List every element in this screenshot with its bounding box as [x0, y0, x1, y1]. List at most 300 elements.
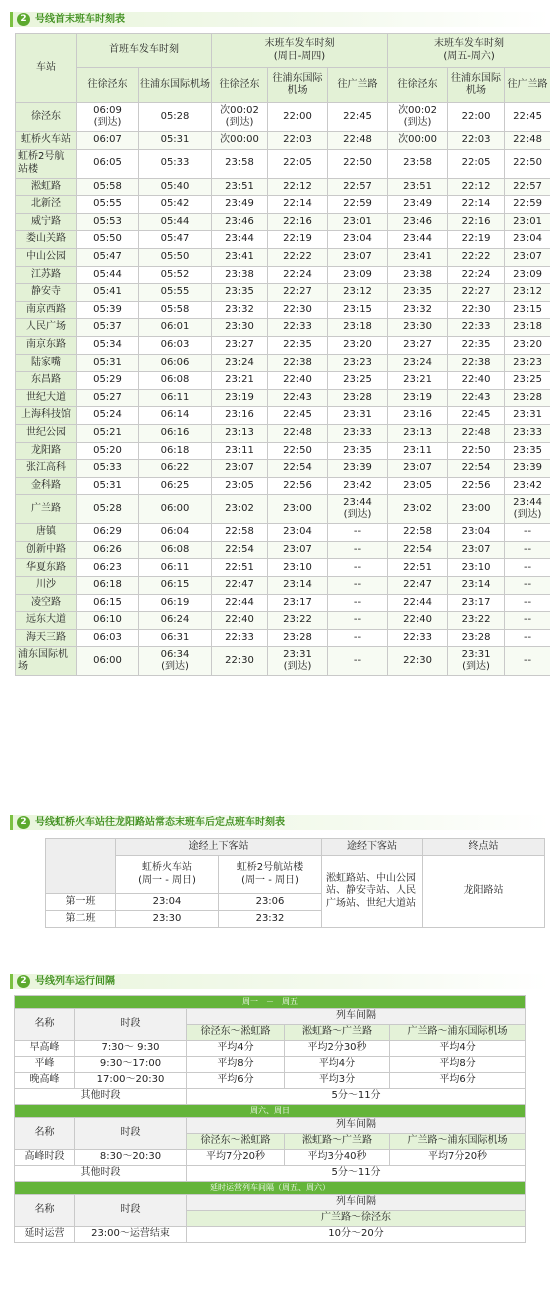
other-period-value: 5分～11分	[187, 1166, 526, 1182]
last-sunthu-to-guanglanlu: --	[328, 577, 388, 595]
run-time: 23:04	[116, 894, 219, 911]
station-name: 陆家嘴	[16, 354, 77, 372]
first-to-xujingdong: 06:03	[77, 629, 139, 647]
period-time: 23:00～运营结束	[75, 1227, 187, 1243]
last-frisat-to-xujingdong: 22:47	[388, 577, 448, 595]
station-row	[16, 594, 550, 612]
last-sunthu-to-guanglanlu: --	[328, 559, 388, 577]
station-name: 东昌路	[16, 372, 77, 390]
last-sunthu-to-pudong-airport: 23:14	[268, 577, 328, 595]
last-sunthu-to-pudong-airport: 23:22	[268, 612, 328, 630]
first-to-pudong-airport: 05:47	[139, 231, 212, 249]
last-frisat-to-guanglanlu: --	[505, 559, 550, 577]
last-sunthu-to-xujingdong: 23:30	[212, 319, 268, 337]
last-sunthu-to-guanglanlu: 23:04	[328, 231, 388, 249]
last-sunthu-to-xujingdong: 23:16	[212, 407, 268, 425]
station-name: 徐泾东	[16, 103, 77, 132]
alighting-stations-header: 途经下客站	[322, 839, 423, 856]
first-to-pudong-airport: 06:00	[139, 495, 212, 524]
last-frisat-to-pudong-airport: 22:48	[448, 424, 505, 442]
station-row	[16, 389, 550, 407]
last-sunthu-to-xujingdong: 23:49	[212, 196, 268, 214]
last-sunthu-to-xujingdong: 23:21	[212, 372, 268, 390]
station-row	[16, 407, 550, 425]
interval-header: 列车间隔	[187, 1195, 526, 1211]
last-sunthu-to-guanglanlu: 23:09	[328, 266, 388, 284]
section-header	[10, 974, 550, 989]
name-header: 名称	[15, 1195, 75, 1227]
last-sunthu-to-xujingdong: 23:51	[212, 178, 268, 196]
first-to-xujingdong: 06:29	[77, 524, 139, 542]
last-sunthu-to-xujingdong: 23:35	[212, 284, 268, 302]
last-frisat-to-guanglanlu: --	[505, 647, 550, 676]
station-row	[16, 354, 550, 372]
station-name: 广兰路	[16, 495, 77, 524]
last-sunthu-to-guanglanlu: 22:50	[328, 149, 388, 178]
station-row	[16, 559, 550, 577]
alighting-stations-list: 淞虹路站、中山公园站、静安寺站、人民广场站、世纪大道站	[322, 856, 423, 928]
interval-value: 10分～20分	[187, 1227, 526, 1243]
last-frisat-to-xujingdong: 22:40	[388, 612, 448, 630]
first-to-xujingdong: 06:00	[77, 647, 139, 676]
last-sunthu-to-guanglanlu: --	[328, 541, 388, 559]
last-frisat-to-guanglanlu: 23:31	[505, 407, 550, 425]
station-name: 虹桥2号航站楼	[16, 149, 77, 178]
last-sunthu-to-pudong-airport: 22:45	[268, 407, 328, 425]
interval-value: 平均3分40秒	[285, 1150, 390, 1166]
last-frisat-to-xujingdong: 次00:00	[388, 132, 448, 150]
first-to-xujingdong: 05:44	[77, 266, 139, 284]
last-sunthu-to-guanglanlu: 22:57	[328, 178, 388, 196]
last-sunthu-to-guanglanlu: --	[328, 612, 388, 630]
station-name: 威宁路	[16, 213, 77, 231]
last-sunthu-to-xujingdong: 23:13	[212, 424, 268, 442]
last-frisat-to-pudong-airport: 23:28	[448, 629, 505, 647]
last-sunthu-to-xujingdong: 23:46	[212, 213, 268, 231]
first-to-xujingdong: 06:26	[77, 541, 139, 559]
first-to-pudong-airport: 06:15	[139, 577, 212, 595]
last-sunthu-to-pudong-airport: 23:10	[268, 559, 328, 577]
weekday-group-header: 周一 － 周五	[15, 996, 526, 1009]
interval-value: 平均4分	[390, 1041, 526, 1057]
last-frisat-to-xujingdong: 22:44	[388, 594, 448, 612]
first-to-pudong-airport: 06:08	[139, 541, 212, 559]
shuttle-bus-table	[45, 838, 545, 928]
station-name: 北新泾	[16, 196, 77, 214]
last-frisat-to-guanglanlu: 23:09	[505, 266, 550, 284]
last-train-sun-thu-header: 末班车发车时刻 (周日-周四)	[212, 34, 388, 68]
last-frisat-to-xujingdong: 22:33	[388, 629, 448, 647]
first-to-pudong-airport: 05:33	[139, 149, 212, 178]
station-row	[16, 372, 550, 390]
station-row	[16, 629, 550, 647]
station-row	[16, 301, 550, 319]
station-name: 海天三路	[16, 629, 77, 647]
last-frisat-to-pudong-airport: 22:30	[448, 301, 505, 319]
period-header: 时段	[75, 1195, 187, 1227]
last-frisat-to-xujingdong: 23:30	[388, 319, 448, 337]
first-to-pudong-airport: 05:28	[139, 103, 212, 132]
first-to-xujingdong: 05:33	[77, 460, 139, 478]
last-frisat-to-pudong-airport: 22:24	[448, 266, 505, 284]
last-sunthu-to-pudong-airport: 22:19	[268, 231, 328, 249]
last-frisat-to-xujingdong: 23:58	[388, 149, 448, 178]
dir-guanglanlu-header: 往广兰路	[328, 68, 388, 103]
last-sunthu-to-xujingdong: 22:44	[212, 594, 268, 612]
last-sunthu-to-guanglanlu: 22:48	[328, 132, 388, 150]
last-sunthu-to-xujingdong: 22:33	[212, 629, 268, 647]
last-sunthu-to-xujingdong: 22:40	[212, 612, 268, 630]
interval-value: 平均7分20秒	[187, 1150, 285, 1166]
first-to-xujingdong: 06:23	[77, 559, 139, 577]
first-to-pudong-airport: 06:18	[139, 442, 212, 460]
last-frisat-to-guanglanlu: 22:50	[505, 149, 550, 178]
first-to-pudong-airport: 06:16	[139, 424, 212, 442]
section-title: 号线首末班车时刻表	[35, 14, 125, 25]
station-name: 上海科技馆	[16, 407, 77, 425]
last-sunthu-to-guanglanlu: 23:20	[328, 336, 388, 354]
last-sunthu-to-pudong-airport: 23:07	[268, 541, 328, 559]
weekend-group-header: 周六、周日	[15, 1105, 526, 1118]
last-sunthu-to-guanglanlu: 23:31	[328, 407, 388, 425]
last-frisat-to-guanglanlu: 23:15	[505, 301, 550, 319]
last-sunthu-to-xujingdong: 22:58	[212, 524, 268, 542]
name-header: 名称	[15, 1118, 75, 1150]
last-sunthu-to-guanglanlu: 23:33	[328, 424, 388, 442]
last-frisat-to-xujingdong: 23:41	[388, 248, 448, 266]
last-sunthu-to-guanglanlu: --	[328, 594, 388, 612]
segment-header: 徐泾东～淞虹路	[187, 1134, 285, 1150]
segment-header: 淞虹路～广兰路	[285, 1134, 390, 1150]
last-sunthu-to-pudong-airport: 22:43	[268, 389, 328, 407]
last-frisat-to-pudong-airport: 23:00	[448, 495, 505, 524]
station-name: 人民广场	[16, 319, 77, 337]
station-name: 浦东国际机场	[16, 647, 77, 676]
last-sunthu-to-xujingdong: 23:41	[212, 248, 268, 266]
last-frisat-to-pudong-airport: 23:22	[448, 612, 505, 630]
last-sunthu-to-pudong-airport: 22:54	[268, 460, 328, 478]
first-to-xujingdong: 05:50	[77, 231, 139, 249]
last-frisat-to-guanglanlu: 22:59	[505, 196, 550, 214]
last-frisat-to-guanglanlu: --	[505, 594, 550, 612]
first-to-pudong-airport: 06:31	[139, 629, 212, 647]
station-row	[16, 213, 550, 231]
headway-section	[0, 965, 550, 1289]
last-frisat-to-xujingdong: 22:58	[388, 524, 448, 542]
station-row	[16, 424, 550, 442]
first-to-xujingdong: 06:18	[77, 577, 139, 595]
first-to-pudong-airport: 06:19	[139, 594, 212, 612]
station-row	[16, 284, 550, 302]
first-to-pudong-airport: 05:58	[139, 301, 212, 319]
first-to-pudong-airport: 05:42	[139, 196, 212, 214]
last-frisat-to-guanglanlu: 23:35	[505, 442, 550, 460]
section-title: 号线虹桥火车站往龙阳路站常态末班车后定点班车时刻表	[35, 817, 285, 828]
last-sunthu-to-pudong-airport: 22:00	[268, 103, 328, 132]
first-to-xujingdong: 06:09 (到达)	[77, 103, 139, 132]
last-frisat-to-pudong-airport: 23:04	[448, 524, 505, 542]
interval-value: 平均4分	[285, 1057, 390, 1073]
last-sunthu-to-xujingdong: 22:51	[212, 559, 268, 577]
last-sunthu-to-xujingdong: 次00:02 (到达)	[212, 103, 268, 132]
station-name: 静安寺	[16, 284, 77, 302]
last-frisat-to-xujingdong: 23:05	[388, 477, 448, 495]
station-row	[16, 442, 550, 460]
last-frisat-to-pudong-airport: 22:27	[448, 284, 505, 302]
station-name: 唐镇	[16, 524, 77, 542]
last-frisat-to-xujingdong: 23:24	[388, 354, 448, 372]
section-header	[10, 12, 550, 27]
station-row	[16, 336, 550, 354]
first-to-xujingdong: 05:53	[77, 213, 139, 231]
station-row	[16, 319, 550, 337]
first-to-xujingdong: 05:21	[77, 424, 139, 442]
first-to-pudong-airport: 06:04	[139, 524, 212, 542]
last-frisat-to-pudong-airport: 23:31 (到达)	[448, 647, 505, 676]
last-frisat-to-pudong-airport: 22:33	[448, 319, 505, 337]
first-to-xujingdong: 05:39	[77, 301, 139, 319]
last-sunthu-to-pudong-airport: 22:14	[268, 196, 328, 214]
last-sunthu-to-guanglanlu: 23:44 (到达)	[328, 495, 388, 524]
first-to-pudong-airport: 06:01	[139, 319, 212, 337]
first-to-pudong-airport: 06:22	[139, 460, 212, 478]
station-name: 娄山关路	[16, 231, 77, 249]
segment-header: 徐泾东～淞虹路	[187, 1025, 285, 1041]
last-sunthu-to-pudong-airport: 22:56	[268, 477, 328, 495]
segment-header: 广兰路～浦东国际机场	[390, 1134, 526, 1150]
last-frisat-to-pudong-airport: 22:54	[448, 460, 505, 478]
last-sunthu-to-xujingdong: 23:02	[212, 495, 268, 524]
period-time: 9:30～17:00	[75, 1057, 187, 1073]
station-name: 中山公园	[16, 248, 77, 266]
last-frisat-to-guanglanlu: 23:20	[505, 336, 550, 354]
station-name: 世纪公园	[16, 424, 77, 442]
last-sunthu-to-guanglanlu: 23:25	[328, 372, 388, 390]
line-number-badge: 2	[17, 816, 30, 829]
last-sunthu-to-guanglanlu: 23:39	[328, 460, 388, 478]
first-to-xujingdong: 06:15	[77, 594, 139, 612]
interval-value: 平均6分	[187, 1073, 285, 1089]
station-row	[16, 196, 550, 214]
last-sunthu-to-pudong-airport: 22:12	[268, 178, 328, 196]
last-frisat-to-guanglanlu: 23:04	[505, 231, 550, 249]
last-frisat-to-xujingdong: 22:51	[388, 559, 448, 577]
first-to-pudong-airport: 06:11	[139, 559, 212, 577]
last-frisat-to-guanglanlu: 22:45	[505, 103, 550, 132]
last-sunthu-to-guanglanlu: 23:12	[328, 284, 388, 302]
last-sunthu-to-guanglanlu: 23:15	[328, 301, 388, 319]
dir-pudong-airport-header: 往浦东国际机场	[268, 68, 328, 103]
line-number-badge: 2	[17, 975, 30, 988]
station-row	[16, 149, 550, 178]
station-row	[16, 231, 550, 249]
period-time: 7:30～ 9:30	[75, 1041, 187, 1057]
station-row	[16, 266, 550, 284]
station-name: 创新中路	[16, 541, 77, 559]
last-sunthu-to-xujingdong: 23:27	[212, 336, 268, 354]
section-title: 号线列车运行间隔	[35, 976, 115, 987]
station-header: 车站	[16, 34, 77, 103]
dir-xujingdong-header: 往徐泾东	[388, 68, 448, 103]
station-name: 远东大道	[16, 612, 77, 630]
last-sunthu-to-xujingdong: 23:19	[212, 389, 268, 407]
last-sunthu-to-guanglanlu: 23:23	[328, 354, 388, 372]
last-frisat-to-xujingdong: 23:49	[388, 196, 448, 214]
station-row	[16, 495, 550, 524]
station-row	[16, 524, 550, 542]
hongqiao-station-header: 虹桥火车站 (周一 - 周日)	[116, 856, 219, 894]
dir-guanglanlu-header: 往广兰路	[505, 68, 550, 103]
period-header: 时段	[75, 1009, 187, 1041]
last-frisat-to-guanglanlu: 22:57	[505, 178, 550, 196]
last-sunthu-to-pudong-airport: 22:16	[268, 213, 328, 231]
last-frisat-to-pudong-airport: 22:35	[448, 336, 505, 354]
period-time: 17:00～20:30	[75, 1073, 187, 1089]
last-frisat-to-xujingdong: 23:35	[388, 284, 448, 302]
first-to-xujingdong: 05:55	[77, 196, 139, 214]
last-sunthu-to-guanglanlu: 23:35	[328, 442, 388, 460]
last-frisat-to-guanglanlu: 23:12	[505, 284, 550, 302]
station-row	[16, 248, 550, 266]
first-to-pudong-airport: 05:52	[139, 266, 212, 284]
period-name: 晚高峰	[15, 1073, 75, 1089]
last-frisat-to-pudong-airport: 22:50	[448, 442, 505, 460]
last-sunthu-to-guanglanlu: 22:45	[328, 103, 388, 132]
headway-table	[14, 995, 526, 1243]
last-frisat-to-xujingdong: 23:16	[388, 407, 448, 425]
last-sunthu-to-pudong-airport: 22:33	[268, 319, 328, 337]
dir-pudong-airport-header: 往浦东国际机场	[448, 68, 505, 103]
station-name: 华夏东路	[16, 559, 77, 577]
last-sunthu-to-pudong-airport: 22:24	[268, 266, 328, 284]
first-to-pudong-airport: 05:50	[139, 248, 212, 266]
last-sunthu-to-pudong-airport: 23:31 (到达)	[268, 647, 328, 676]
last-frisat-to-guanglanlu: 23:23	[505, 354, 550, 372]
section-header	[10, 815, 550, 830]
first-to-pudong-airport: 06:08	[139, 372, 212, 390]
last-frisat-to-xujingdong: 23:38	[388, 266, 448, 284]
last-frisat-to-xujingdong: 22:30	[388, 647, 448, 676]
station-name: 龙阳路	[16, 442, 77, 460]
station-row	[16, 132, 550, 150]
other-period-value: 5分～11分	[187, 1089, 526, 1105]
first-train-header: 首班车发车时刻	[77, 34, 212, 68]
first-to-pudong-airport: 06:25	[139, 477, 212, 495]
last-sunthu-to-guanglanlu: --	[328, 524, 388, 542]
last-sunthu-to-pudong-airport: 22:27	[268, 284, 328, 302]
station-name: 川沙	[16, 577, 77, 595]
station-name: 凌空路	[16, 594, 77, 612]
last-sunthu-to-pudong-airport: 22:50	[268, 442, 328, 460]
last-sunthu-to-pudong-airport: 23:17	[268, 594, 328, 612]
first-to-pudong-airport: 06:34 (到达)	[139, 647, 212, 676]
last-sunthu-to-guanglanlu: 23:07	[328, 248, 388, 266]
station-row	[16, 178, 550, 196]
station-row	[16, 460, 550, 478]
station-row	[16, 103, 550, 132]
run-time: 23:30	[116, 911, 219, 928]
first-to-xujingdong: 06:07	[77, 132, 139, 150]
first-to-xujingdong: 05:34	[77, 336, 139, 354]
other-period-label: 其他时段	[15, 1166, 187, 1182]
first-last-train-table	[15, 33, 550, 676]
first-to-xujingdong: 05:31	[77, 477, 139, 495]
interval-value: 平均7分20秒	[390, 1150, 526, 1166]
blank-header	[46, 839, 116, 894]
first-to-pudong-airport: 05:44	[139, 213, 212, 231]
last-frisat-to-guanglanlu: --	[505, 629, 550, 647]
first-to-pudong-airport: 05:55	[139, 284, 212, 302]
first-to-xujingdong: 05:29	[77, 372, 139, 390]
station-name: 江苏路	[16, 266, 77, 284]
first-to-pudong-airport: 05:31	[139, 132, 212, 150]
last-frisat-to-pudong-airport: 22:14	[448, 196, 505, 214]
last-frisat-to-xujingdong: 23:32	[388, 301, 448, 319]
last-sunthu-to-pudong-airport: 22:05	[268, 149, 328, 178]
last-frisat-to-guanglanlu: 23:07	[505, 248, 550, 266]
last-frisat-to-pudong-airport: 22:45	[448, 407, 505, 425]
last-frisat-to-xujingdong: 次00:02 (到达)	[388, 103, 448, 132]
first-to-xujingdong: 05:31	[77, 354, 139, 372]
last-sunthu-to-xujingdong: 22:47	[212, 577, 268, 595]
interval-value: 平均8分	[390, 1057, 526, 1073]
name-header: 名称	[15, 1009, 75, 1041]
last-sunthu-to-pudong-airport: 22:38	[268, 354, 328, 372]
dir-pudong-airport-header: 往浦东国际机场	[139, 68, 212, 103]
last-frisat-to-guanglanlu: --	[505, 524, 550, 542]
period-name: 高峰时段	[15, 1150, 75, 1166]
last-frisat-to-guanglanlu: 23:25	[505, 372, 550, 390]
station-row	[16, 477, 550, 495]
last-frisat-to-xujingdong: 23:02	[388, 495, 448, 524]
station-name: 世纪大道	[16, 389, 77, 407]
last-frisat-to-pudong-airport: 22:03	[448, 132, 505, 150]
first-to-xujingdong: 05:27	[77, 389, 139, 407]
first-to-pudong-airport: 06:11	[139, 389, 212, 407]
period-time: 8:30～20:30	[75, 1150, 187, 1166]
last-frisat-to-pudong-airport: 22:56	[448, 477, 505, 495]
other-period-label: 其他时段	[15, 1089, 187, 1105]
station-name: 张江高科	[16, 460, 77, 478]
last-sunthu-to-xujingdong: 23:58	[212, 149, 268, 178]
dir-xujingdong-header: 往徐泾东	[212, 68, 268, 103]
boarding-stations-header: 途经上下客站	[116, 839, 322, 856]
last-frisat-to-pudong-airport: 22:16	[448, 213, 505, 231]
last-sunthu-to-xujingdong: 22:54	[212, 541, 268, 559]
station-name: 南京西路	[16, 301, 77, 319]
run-name: 第二班	[46, 911, 116, 928]
run-time: 23:32	[219, 911, 322, 928]
last-frisat-to-xujingdong: 23:13	[388, 424, 448, 442]
last-frisat-to-xujingdong: 23:11	[388, 442, 448, 460]
first-to-xujingdong: 06:05	[77, 149, 139, 178]
first-to-pudong-airport: 06:03	[139, 336, 212, 354]
last-sunthu-to-guanglanlu: 22:59	[328, 196, 388, 214]
interval-value: 平均4分	[187, 1041, 285, 1057]
first-to-xujingdong: 05:24	[77, 407, 139, 425]
segment-header: 淞虹路～广兰路	[285, 1025, 390, 1041]
last-frisat-to-guanglanlu: 23:28	[505, 389, 550, 407]
last-sunthu-to-xujingdong: 23:11	[212, 442, 268, 460]
segment-header: 广兰路～浦东国际机场	[390, 1025, 526, 1041]
interval-value: 平均6分	[390, 1073, 526, 1089]
first-to-xujingdong: 05:58	[77, 178, 139, 196]
first-to-pudong-airport: 06:06	[139, 354, 212, 372]
interval-value: 平均2分30秒	[285, 1041, 390, 1057]
last-frisat-to-guanglanlu: --	[505, 577, 550, 595]
first-to-xujingdong: 05:28	[77, 495, 139, 524]
last-sunthu-to-guanglanlu: 23:28	[328, 389, 388, 407]
